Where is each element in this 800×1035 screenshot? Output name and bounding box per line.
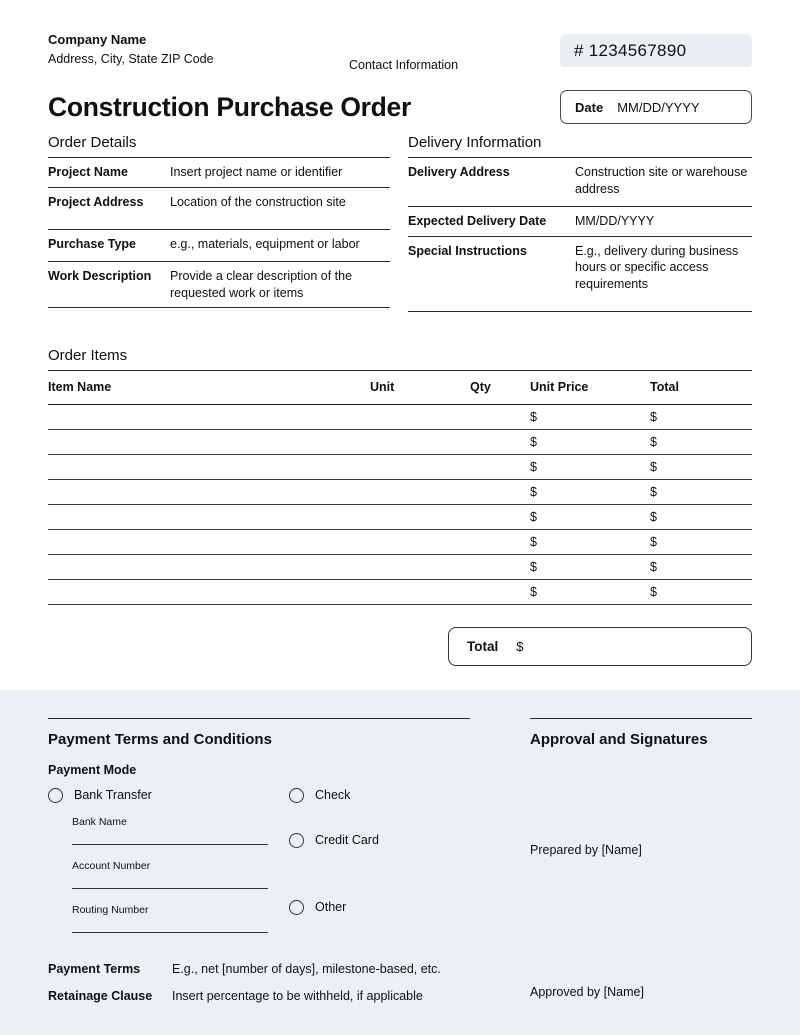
col-unit: Unit: [370, 371, 470, 405]
payment-mode-label: Payment Mode: [48, 763, 137, 777]
total-cell[interactable]: $: [650, 554, 752, 579]
unit-cell[interactable]: [370, 404, 470, 429]
table-row: [48, 479, 752, 504]
total-cell[interactable]: $: [650, 479, 752, 504]
unit-price-cell[interactable]: $: [530, 529, 650, 554]
payment-terms-value: E.g., net [number of days], milestone-based, etc.: [172, 962, 441, 976]
table-row: [48, 429, 752, 454]
credit-card-option[interactable]: [289, 831, 470, 849]
header: [48, 32, 752, 72]
item-name-cell[interactable]: [48, 529, 370, 554]
detail-value: e.g., materials, equipment or labor: [170, 237, 360, 251]
item-name-cell[interactable]: [48, 554, 370, 579]
delivery-information-column: [408, 134, 752, 312]
table-row: [48, 404, 752, 429]
order-items-heading: Order Items: [48, 347, 752, 371]
qty-cell[interactable]: [470, 454, 530, 479]
other-options-group: [289, 786, 470, 933]
grand-total-value[interactable]: $: [516, 638, 524, 654]
detail-label: Project Address: [48, 195, 144, 209]
unit-cell[interactable]: [370, 479, 470, 504]
date-value[interactable]: MM/DD/YYYY: [617, 99, 700, 115]
detail-value: Location of the construction site: [170, 195, 346, 209]
total-cell[interactable]: $: [650, 454, 752, 479]
grand-total-label: Total: [467, 638, 499, 654]
retainage-clause-value: Insert percentage to be withheld, if applicable: [172, 989, 423, 1003]
unit-cell[interactable]: [370, 429, 470, 454]
col-qty: Qty: [470, 371, 530, 405]
date-label: Date: [575, 99, 604, 115]
table-row: [48, 579, 752, 604]
routing-number-label: Routing Number: [72, 904, 149, 916]
detail-value: MM/DD/YYYY: [575, 214, 655, 228]
account-number-label: Account Number: [72, 860, 151, 872]
payment-terms-row: [48, 962, 470, 976]
date-box[interactable]: [560, 90, 752, 124]
bank-transfer-group: [48, 786, 289, 933]
detail-value: Construction site or warehouse address: [575, 165, 748, 196]
unit-cell[interactable]: [370, 504, 470, 529]
order-items-section: [48, 347, 752, 666]
order-items-table: [48, 371, 752, 605]
item-name-cell[interactable]: [48, 429, 370, 454]
col-total: Total: [650, 371, 752, 405]
total-cell[interactable]: $: [650, 504, 752, 529]
total-cell[interactable]: $: [650, 429, 752, 454]
detail-row-work-description: [48, 262, 390, 308]
payment-options: [48, 786, 470, 933]
detail-row-expected-delivery-date: [408, 207, 752, 237]
grand-total-box: [448, 627, 752, 666]
detail-row-special-instructions: [408, 237, 752, 312]
unit-price-cell[interactable]: $: [530, 504, 650, 529]
detail-label: Work Description: [48, 269, 152, 283]
approval-heading: Approval and Signatures: [530, 731, 708, 748]
check-label: Check: [315, 788, 351, 802]
table-header-row: [48, 371, 752, 405]
total-cell[interactable]: $: [650, 404, 752, 429]
unit-price-cell[interactable]: $: [530, 429, 650, 454]
item-name-cell[interactable]: [48, 479, 370, 504]
order-details-heading: Order Details: [48, 134, 390, 158]
bank-transfer-option[interactable]: [48, 786, 289, 804]
payment-terms-column: [48, 718, 470, 1003]
qty-cell[interactable]: [470, 529, 530, 554]
unit-price-cell[interactable]: $: [530, 454, 650, 479]
detail-label: Delivery Address: [408, 165, 510, 179]
title-row: [48, 90, 752, 124]
unit-cell[interactable]: [370, 529, 470, 554]
prepared-by-text: Prepared by [Name]: [530, 843, 642, 857]
unit-price-cell[interactable]: $: [530, 579, 650, 604]
bank-name-field: [72, 816, 289, 845]
detail-label: Project Name: [48, 165, 128, 179]
table-row: [48, 529, 752, 554]
payment-terms-label: Payment Terms: [48, 962, 141, 976]
qty-cell[interactable]: [470, 404, 530, 429]
order-details-column: [48, 134, 390, 312]
check-option[interactable]: [289, 786, 470, 804]
other-radio[interactable]: [289, 900, 304, 915]
check-radio[interactable]: [289, 788, 304, 803]
unit-cell[interactable]: [370, 579, 470, 604]
item-name-cell[interactable]: [48, 454, 370, 479]
bank-transfer-label: Bank Transfer: [74, 788, 152, 802]
retainage-clause-row: [48, 989, 470, 1003]
unit-price-cell[interactable]: $: [530, 479, 650, 504]
credit-card-radio[interactable]: [289, 833, 304, 848]
col-unit-price: Unit Price: [530, 371, 650, 405]
table-row: [48, 454, 752, 479]
unit-price-cell[interactable]: $: [530, 554, 650, 579]
total-cell[interactable]: $: [650, 529, 752, 554]
detail-label: Expected Delivery Date: [408, 214, 547, 228]
company-address: Address, City, State ZIP Code: [48, 52, 214, 66]
qty-cell[interactable]: [470, 504, 530, 529]
delivery-information-heading: Delivery Information: [408, 134, 752, 158]
detail-value: Insert project name or identifier: [170, 165, 343, 179]
detail-row-delivery-address: [408, 158, 752, 207]
qty-cell[interactable]: [470, 554, 530, 579]
page-title: Construction Purchase Order: [48, 91, 411, 122]
payment-terms-heading: Payment Terms and Conditions: [48, 731, 272, 748]
approval-column: [530, 718, 752, 1003]
table-row: [48, 554, 752, 579]
col-item-name: Item Name: [48, 371, 370, 405]
credit-card-label: Credit Card: [315, 833, 379, 847]
unit-cell[interactable]: [370, 454, 470, 479]
detail-value: Provide a clear description of the requested work or items: [170, 269, 353, 300]
routing-number-input-line[interactable]: [72, 932, 268, 933]
po-number-badge: # 1234567890: [560, 34, 752, 67]
other-label: Other: [315, 900, 347, 914]
detail-row-project-name: [48, 158, 390, 188]
bank-transfer-radio[interactable]: [48, 788, 63, 803]
retainage-clause-label: Retainage Clause: [48, 989, 153, 1003]
routing-number-field: [72, 904, 289, 933]
footer-section: [0, 690, 800, 1035]
bank-name-label: Bank Name: [72, 816, 127, 828]
detail-row-purchase-type: [48, 230, 390, 262]
qty-cell[interactable]: [470, 579, 530, 604]
contact-information: Contact Information: [349, 58, 459, 72]
item-name-cell[interactable]: [48, 404, 370, 429]
unit-cell[interactable]: [370, 554, 470, 579]
table-row: [48, 504, 752, 529]
detail-row-project-address: [48, 188, 390, 230]
detail-value: E.g., delivery during business hours or specific access requirements: [575, 243, 739, 291]
qty-cell[interactable]: [470, 479, 530, 504]
details-section: [48, 134, 752, 312]
account-number-field: [72, 860, 289, 889]
item-name-cell[interactable]: [48, 579, 370, 604]
detail-label: Purchase Type: [48, 237, 137, 251]
detail-label: Special Instructions: [408, 243, 527, 258]
item-name-cell[interactable]: [48, 504, 370, 529]
bank-name-input-line[interactable]: [72, 844, 268, 845]
company-name: Company Name: [48, 32, 147, 47]
qty-cell[interactable]: [470, 429, 530, 454]
bank-fields: [72, 816, 289, 933]
total-cell[interactable]: $: [650, 579, 752, 604]
other-option[interactable]: [289, 898, 470, 916]
unit-price-cell[interactable]: $: [530, 404, 650, 429]
account-number-input-line[interactable]: [72, 888, 268, 889]
approved-by-text: Approved by [Name]: [530, 985, 644, 999]
